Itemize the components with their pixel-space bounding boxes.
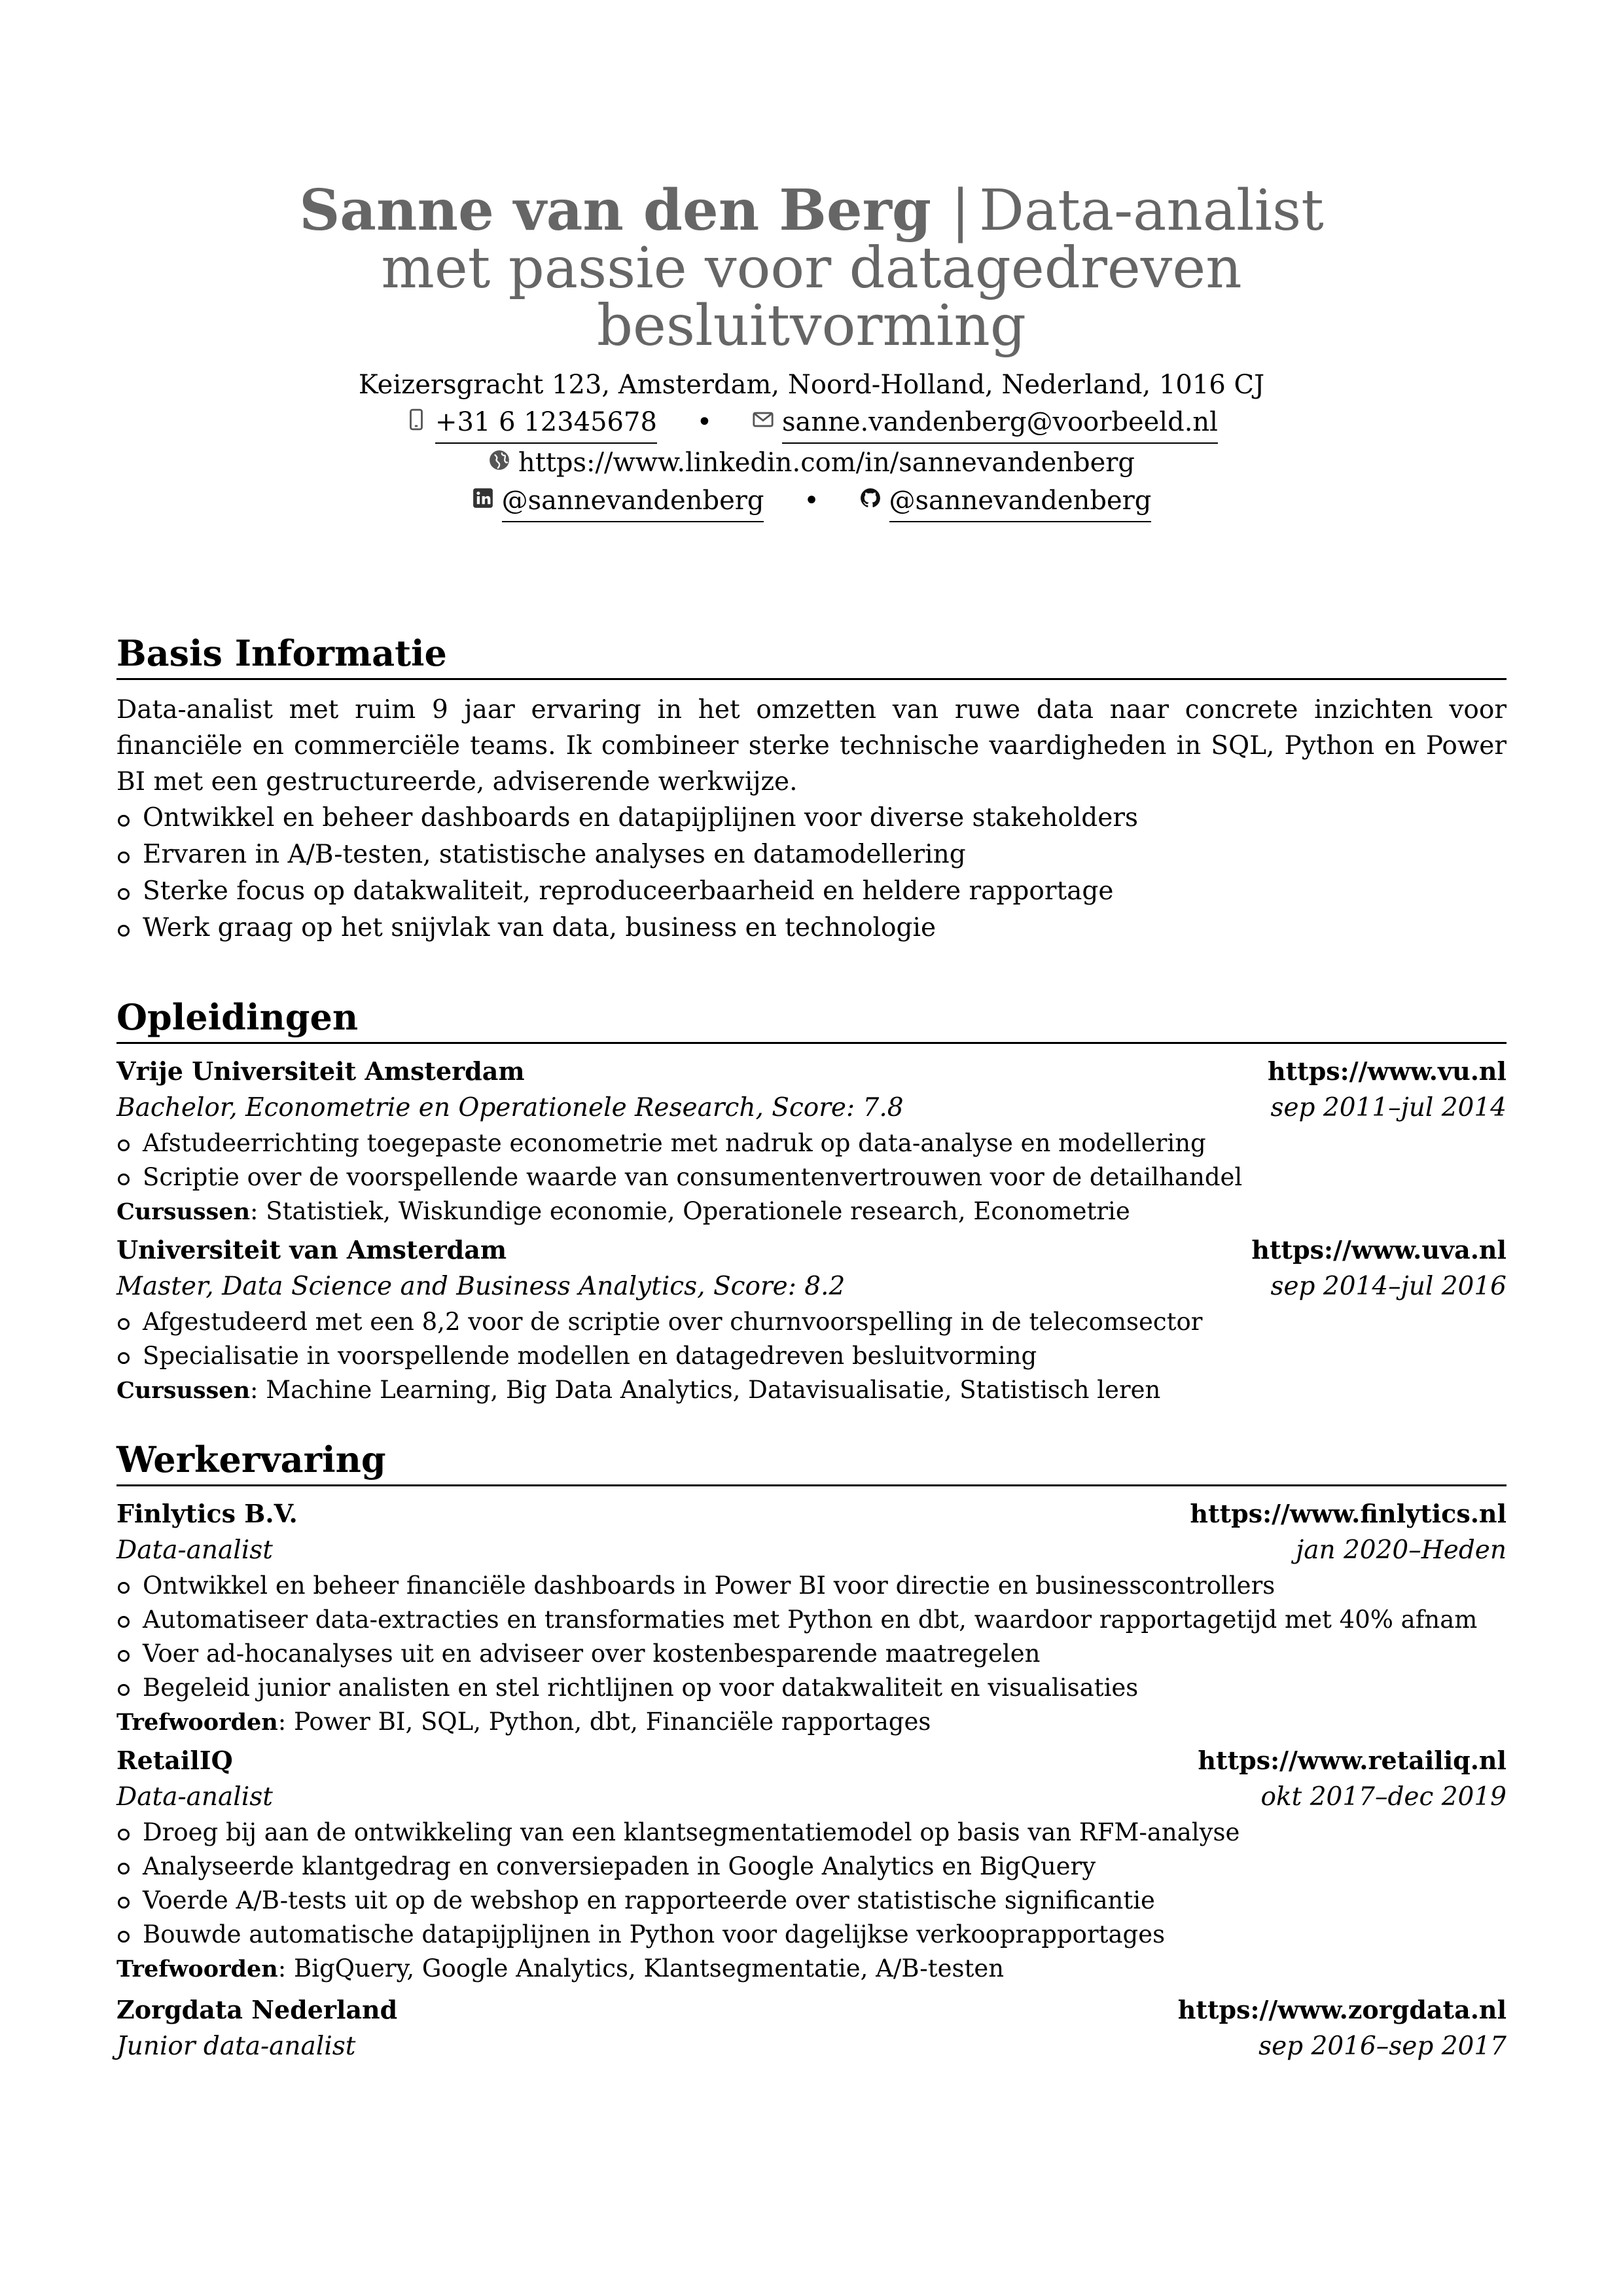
bullet-separator: • — [696, 407, 713, 437]
circle-bullet-icon — [118, 1650, 130, 1662]
institution-name: Universiteit van Amsterdam — [116, 1235, 507, 1265]
summary-paragraph: Data-analist met ruim 9 jaar ervaring in het omzetten van ruwe data naar concrete inzichten voor financiële en commerciële teams. Ik combineer sterke technische vaardigheden in SQL, Python en Power BI met een gestructureerde, adviserende werkwijze. — [116, 695, 1507, 797]
work-entry — [116, 1496, 1507, 1740]
work-points — [116, 1569, 1507, 1705]
list-item-text: Automatiseer data-extracties en transformaties met Python en dbt, waardoor rapportagetijd met 40% afnam — [143, 1605, 1478, 1634]
tagline-line-2: met passie voor datagedreven — [381, 236, 1242, 301]
courses-line — [116, 1194, 1507, 1229]
work-entry — [116, 1992, 1507, 2065]
person-name: Sanne van den Berg — [299, 177, 932, 243]
dates: sep 2014–jul 2016 — [1270, 1272, 1507, 1301]
email-text: sanne.vandenberg@voorbeeld.nl — [782, 403, 1218, 444]
list-item-text: Specialisatie in voorspellende modellen en datagedreven besluitvorming — [143, 1342, 1037, 1370]
list-item-text: Scriptie over de voorspellende waarde van consumentenvertrouwen voor de detailhandel — [143, 1163, 1243, 1191]
list-item — [116, 1850, 1507, 1884]
dates: okt 2017–dec 2019 — [1260, 1782, 1507, 1812]
list-item — [116, 836, 1507, 873]
linkedin-text: @sannevandenberg — [502, 482, 764, 522]
list-item-text: Ontwikkel en beheer financiële dashboards in Power BI voor directie en businesscontrollers — [143, 1571, 1275, 1600]
dates: sep 2011–jul 2014 — [1270, 1093, 1507, 1122]
list-item — [116, 1569, 1507, 1603]
envelope-icon — [752, 408, 774, 431]
education-entry — [116, 1232, 1507, 1408]
list-item — [116, 873, 1507, 910]
keywords-line — [116, 1952, 1507, 1986]
section-title: Opleidingen — [116, 995, 1507, 1044]
list-item-text: Bouwde automatische datapijplijnen in Python voor dagelijkse verkooprapportages — [143, 1920, 1166, 1948]
company-url[interactable]: https://www.zorgdata.nl — [1177, 1995, 1507, 2024]
list-item-text: Afstudeerrichting toegepaste econometrie met nadruk op data-analyse en modellering — [143, 1129, 1206, 1157]
courses-text: : Machine Learning, Big Data Analytics, Datavisualisatie, Statistisch leren — [250, 1376, 1161, 1404]
courses-label: Cursussen — [116, 1198, 251, 1225]
keywords-text: : BigQuery, Google Analytics, Klantsegmentatie, A/B-testen — [277, 1954, 1005, 1982]
list-item — [116, 1305, 1507, 1339]
list-item — [116, 1160, 1507, 1194]
list-item — [116, 1126, 1507, 1160]
company-name: RetailIQ — [116, 1746, 233, 1775]
circle-bullet-icon — [118, 815, 130, 827]
circle-bullet-icon — [118, 1582, 130, 1594]
list-item-text: Analyseerde klantgedrag en conversiepaden in Google Analytics en BigQuery — [143, 1852, 1096, 1880]
phone-icon — [405, 408, 427, 431]
work-points — [116, 1816, 1507, 1952]
phone-text: +31 6 12345678 — [435, 403, 657, 444]
title-line-1 — [116, 177, 1507, 243]
tagline-line-3: besluitvorming — [596, 293, 1026, 359]
tagline-line-1: Data-analist — [979, 178, 1324, 243]
section-basis-informatie — [116, 631, 1507, 946]
title-separator: | — [951, 178, 971, 243]
github-icon — [859, 487, 882, 509]
github-link[interactable] — [859, 482, 1152, 522]
website-link[interactable] — [488, 444, 1135, 482]
contact-line-2 — [116, 444, 1507, 482]
website-text: https://www.linkedin.com/in/sannevandenberg — [518, 448, 1135, 478]
linkedin-link[interactable] — [472, 482, 764, 522]
list-item-text: Sterke focus op datakwaliteit, reproduceerbaarheid en heldere rapportage — [143, 876, 1114, 906]
section-werkervaring — [116, 1437, 1507, 2065]
education-entry — [116, 1053, 1507, 1229]
education-points — [116, 1305, 1507, 1373]
degree: Bachelor, Econometrie en Operationele Research, Score: 7.8 — [116, 1093, 904, 1122]
circle-bullet-icon — [118, 888, 130, 900]
circle-bullet-icon — [118, 1931, 130, 1943]
summary-points — [116, 800, 1507, 946]
list-item — [116, 1339, 1507, 1373]
circle-bullet-icon — [118, 852, 130, 863]
keywords-label: Trefwoorden — [116, 1956, 278, 1982]
resume-header — [116, 177, 1507, 522]
list-item-text: Droeg bij aan de ontwikkeling van een klantsegmentatiemodel op basis van RFM-analyse — [143, 1818, 1240, 1846]
bullet-separator: • — [804, 486, 819, 516]
section-title: Werkervaring — [116, 1437, 1507, 1486]
list-item — [116, 1603, 1507, 1637]
circle-bullet-icon — [118, 1174, 130, 1185]
email-link[interactable] — [752, 403, 1218, 444]
company-name: Finlytics B.V. — [116, 1499, 298, 1528]
address: Keizersgracht 123, Amsterdam, Noord-Holland, Nederland, 1016 CJ — [358, 370, 1265, 400]
circle-bullet-icon — [118, 1897, 130, 1909]
list-item — [116, 800, 1507, 836]
circle-bullet-icon — [118, 925, 130, 937]
job-role: Junior data-analist — [116, 2032, 356, 2061]
degree: Master, Data Science and Business Analytics, Score: 8.2 — [116, 1272, 846, 1301]
dates: jan 2020–Heden — [1296, 1535, 1507, 1565]
contact-line-3 — [116, 482, 1507, 522]
list-item-text: Afgestudeerd met een 8,2 voor de scriptie over churnvoorspelling in de telecomsector — [143, 1308, 1203, 1336]
courses-label: Cursussen — [116, 1377, 251, 1404]
courses-text: : Statistiek, Wiskundige economie, Operationele research, Econometrie — [250, 1197, 1130, 1225]
institution-url[interactable]: https://www.vu.nl — [1267, 1056, 1507, 1086]
list-item-text: Voer ad-hocanalyses uit en adviseer over kostenbesparende maatregelen — [143, 1640, 1041, 1668]
company-name: Zorgdata Nederland — [116, 1995, 398, 2024]
circle-bullet-icon — [118, 1684, 130, 1696]
section-title: Basis Informatie — [116, 631, 1507, 680]
list-item — [116, 1816, 1507, 1850]
list-item — [116, 1884, 1507, 1918]
company-url[interactable]: https://www.finlytics.nl — [1190, 1499, 1507, 1528]
dates: sep 2016–sep 2017 — [1258, 2032, 1507, 2061]
section-opleidingen — [116, 995, 1507, 1408]
courses-line — [116, 1373, 1507, 1408]
list-item — [116, 1637, 1507, 1671]
education-points — [116, 1126, 1507, 1194]
institution-name: Vrije Universiteit Amsterdam — [116, 1056, 525, 1086]
list-item — [116, 1918, 1507, 1952]
list-item — [116, 1671, 1507, 1705]
list-item-text: Ontwikkel en beheer dashboards en datapijplijnen voor diverse stakeholders — [143, 803, 1138, 833]
list-item-text: Voerde A/B-tests uit op de webshop en rapporteerde over statistische significantie — [143, 1886, 1155, 1914]
linkedin-icon — [472, 487, 494, 509]
github-text: @sannevandenberg — [889, 482, 1152, 522]
keywords-text: : Power BI, SQL, Python, dbt, Financiële rapportages — [277, 1708, 931, 1736]
circle-bullet-icon — [118, 1863, 130, 1874]
list-item-text: Werk graag op het snijvlak van data, business en technologie — [143, 913, 936, 942]
institution-url[interactable]: https://www.uva.nl — [1251, 1235, 1507, 1265]
keywords-line — [116, 1705, 1507, 1740]
keywords-label: Trefwoorden — [116, 1709, 278, 1736]
phone-link[interactable] — [405, 403, 657, 444]
contact-line-1 — [116, 403, 1507, 444]
job-role: Data-analist — [116, 1782, 273, 1812]
circle-bullet-icon — [118, 1139, 130, 1151]
circle-bullet-icon — [118, 1352, 130, 1364]
list-item-text: Begeleid junior analisten en stel richtlijnen op voor datakwaliteit en visualisaties — [143, 1674, 1139, 1702]
circle-bullet-icon — [118, 1318, 130, 1330]
work-entry — [116, 1742, 1507, 1986]
resume-title — [116, 177, 1507, 359]
list-item-text: Ervaren in A/B-testen, statistische analyses en datamodellering — [143, 840, 966, 869]
globe-icon — [488, 449, 510, 471]
circle-bullet-icon — [118, 1829, 130, 1840]
job-role: Data-analist — [116, 1535, 273, 1565]
company-url[interactable]: https://www.retailiq.nl — [1198, 1746, 1507, 1775]
list-item — [116, 910, 1507, 946]
circle-bullet-icon — [118, 1616, 130, 1628]
